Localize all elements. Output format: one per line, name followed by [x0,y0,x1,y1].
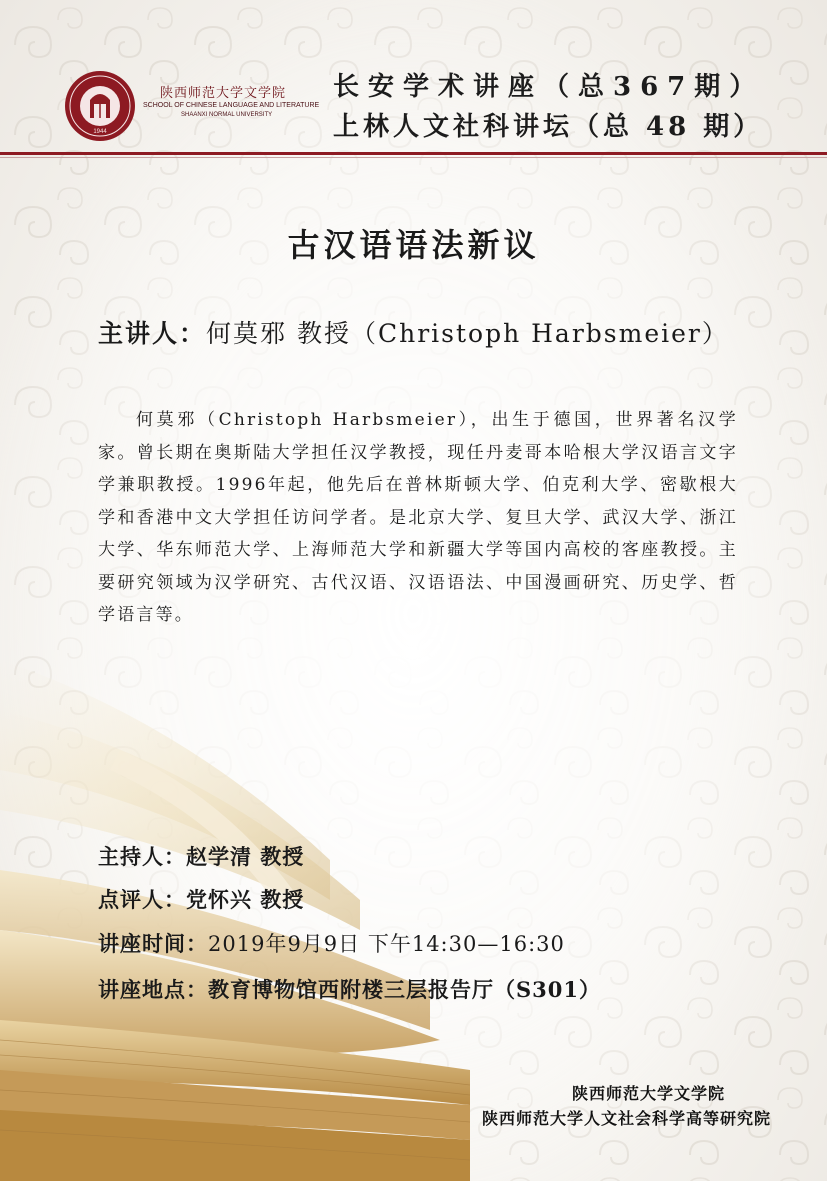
reviewer-label: 点评人： [98,887,186,912]
reviewer-name: 党怀兴 教授 [186,887,305,912]
reviewer-line [98,884,304,914]
lecture-series-title-1: 长安学术讲座（总367期） [333,72,765,102]
lecture-place: 教育博物馆西附楼三层报告厅（S301） [208,977,601,1002]
svg-text:1944: 1944 [93,129,107,135]
header-divider [0,152,827,155]
time-label: 讲座时间： [98,931,208,956]
speaker-line [98,314,729,350]
lecture-title: 古汉语语法新议 [287,226,540,264]
school-name-chinese: 陕西师范大学文学院 [160,86,287,101]
organizer-1: 陕西师范大学文学院 [571,1084,725,1103]
header-divider-thin [0,157,827,158]
host-name: 赵学清 教授 [186,844,305,869]
speaker-label: 主讲人： [98,319,207,348]
host-label: 主持人： [98,844,186,869]
speaker-name: 何莫邪 教授（Christoph Harbsmeier） [206,319,729,348]
university-seal-logo [64,70,136,142]
place-line [98,974,601,1004]
university-name-english: SHAANXI NORMAL UNIVERSITY [181,112,273,118]
speaker-biography: 何莫邪（Christoph Harbsmeier），出生于德国，世界著名汉学家。曾长期在奥斯陆大学担任汉学教授，现任丹麦哥本哈根大学汉语言文字学兼职教授。1996年起，他先后在普林斯顿大学、伯克利大学、密歇根大学和香港中文大学担任访问学者。是北京大学、复旦大学、武汉大学、浙江大学、华东师范大学、上海师范大学和新疆大学等国内高校的客座教授。主要研究领域为汉学研究、古代汉语、汉语语法、中国漫画研究、历史学、哲学语言等。 [98,410,738,625]
organizer-2: 陕西师范大学人文社会科学高等研究院 [481,1109,771,1128]
school-name-english: SCHOOL OF CHINESE LANGUAGE AND LITERATURE [143,102,320,109]
host-line [98,841,304,871]
place-label: 讲座地点： [98,977,208,1002]
lecture-time: 2019年9月9日 下午14:30—16:30 [208,932,565,956]
time-line [98,928,565,958]
lecture-series-title-2: 上林人文社科讲坛（总 48 期） [333,112,764,142]
